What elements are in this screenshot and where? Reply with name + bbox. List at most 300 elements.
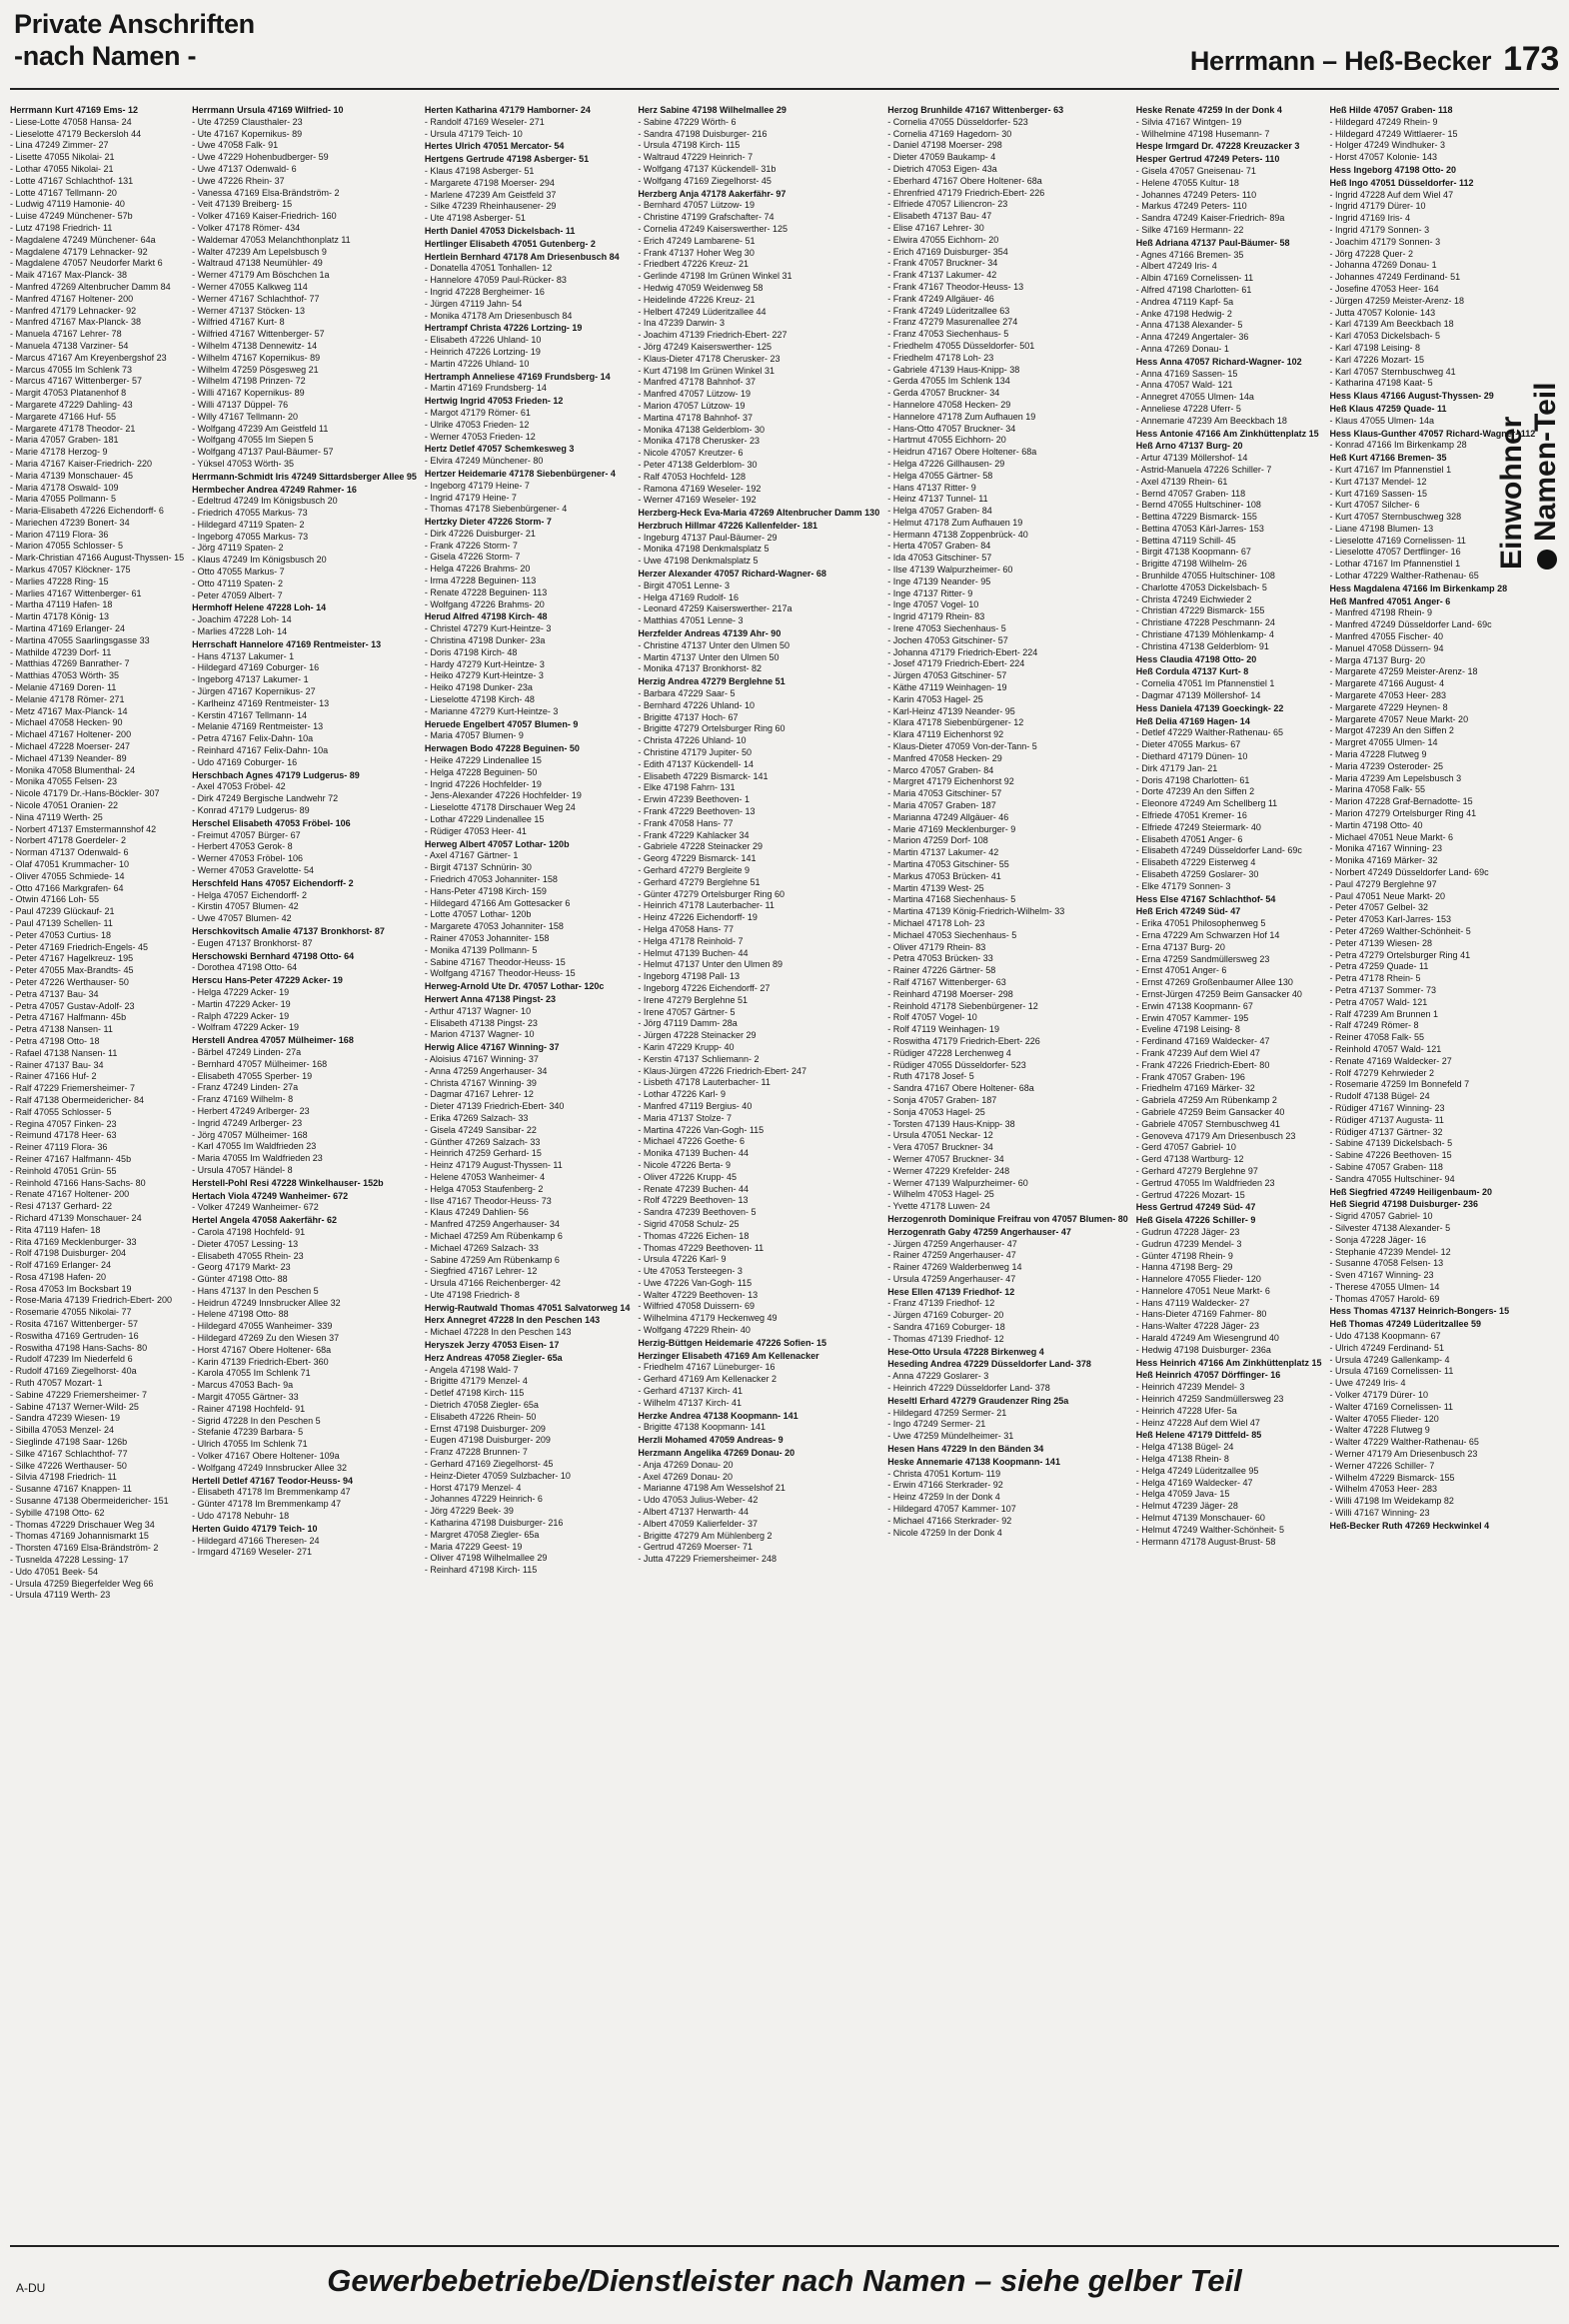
footer-notice: Gewerbebetriebe/Dienstleister nach Namen – siehe gelber Teil [327,2263,1242,2298]
directory-entry: - Petra 47138 Nansen- 11 [10,1024,113,1035]
directory-entry: - Bernhard 47226 Uhland- 10 [638,699,755,710]
header-rule [10,88,1559,90]
directory-entry: - Monika 47058 Blumenthal- 24 [10,764,136,775]
directory-entry: - Anna 47249 Angertaler- 36 [1135,332,1249,343]
directory-entry: - Dieter 47057 Lessing- 13 [192,1238,299,1249]
directory-entry: - Erich 47249 Lambarene- 51 [638,235,756,246]
directory-entry: - Konrad 47179 Ludgerus- 89 [192,805,310,816]
directory-entry: - Gisela 47226 Storm- 7 [424,552,521,563]
directory-entry: - Gerda 47057 Bruckner- 34 [887,388,1000,399]
directory-entry: - Mark-Christian 47166 August-Thyssen- 15 [10,553,185,564]
page-header [14,8,1559,80]
directory-entry: - Hans 47137 In den Peschen 5 [192,1285,319,1296]
directory-entry: - Bernd 47057 Graben- 118 [1135,488,1246,499]
directory-entry: - Konrad 47166 Im Birkenkamp 28 [1329,440,1467,451]
directory-entry: - Helga 47057 Graben- 84 [887,506,992,517]
directory-entry: - Willi 47167 Winning- 23 [1329,1508,1430,1519]
directory-entry: - Axel 47269 Donau- 20 [638,1471,733,1482]
directory-entry: - Reiner 47119 Flora- 36 [10,1142,108,1153]
directory-entry: Heß Klaus 47259 Quade- 11 [1329,403,1447,414]
directory-entry: - Klaus-Dieter 47059 Von-der-Tann- 5 [887,741,1037,752]
directory-entry: - Maria 47239 Am Lepelsbusch 3 [1329,772,1462,783]
directory-entry: - Albin 47169 Cornelissen- 11 [1135,273,1254,284]
directory-entry: - Gabriela 47259 Am Rübenkamp 2 [1135,1095,1277,1106]
directory-entry: - Gabriele 47057 Sternbuschweg 41 [1135,1118,1280,1129]
directory-entry: - Hannelore 47059 Paul-Rücker- 83 [424,275,567,286]
directory-entry: - Werner 47053 Gravelotte- 54 [192,865,314,875]
directory-entry: - Margret 47058 Ziegler- 65a [424,1529,540,1540]
directory-entry: - Silvia 47167 Wintgen- 19 [1135,116,1242,127]
directory-entry: - Walter 47229 Walther-Rathenau- 65 [1329,1437,1479,1448]
directory-entry: - Martin 47226 Uhland- 10 [424,358,530,369]
directory-entry: - Klaus-Jürgen 47226 Friedrich-Ebert- 247 [638,1065,807,1076]
directory-entry: - Petra 47178 Rhein- 5 [1329,973,1421,984]
directory-entry: - Anna 47169 Sassen- 15 [1135,368,1238,379]
directory-entry: Heß Manfred 47051 Anger- 6 [1329,595,1451,606]
directory-entry: - Genoveva 47179 Am Driesenbusch 23 [1135,1130,1296,1141]
directory-entry: Herweg Albert 47057 Lothar- 120b [424,838,570,849]
directory-entry: - Sabine 47229 Friemersheimer- 7 [10,1389,148,1400]
directory-entry: - Katharina 47198 Kaat- 5 [1329,378,1433,389]
directory-entry: - Franz 47228 Brunnen- 7 [424,1447,528,1458]
directory-entry: - Cornelia 47055 Düsseldorfer- 523 [887,116,1028,127]
directory-entry: - Hildegard 47249 Rhein- 9 [1329,116,1438,127]
directory-entry: - Maria 47228 Flutweg 9 [1329,749,1427,760]
directory-entry: Hertzky Dieter 47226 Storm- 7 [424,517,552,528]
directory-entry: - Christina 47138 Gelderblom- 91 [1135,640,1269,651]
directory-entry: - Ute 47198 Friedrich- 8 [424,1289,520,1300]
directory-entry: - Rainer 47166 Huf- 2 [10,1071,97,1082]
directory-entry: - Klara 47119 Eichenhorst 92 [887,729,1004,740]
side-tab-line2: Namen-Teil [1529,382,1562,542]
directory-entry: - Karola 47055 Im Schlenk 71 [192,1368,311,1379]
directory-entry: - Volker 47179 Dürer- 10 [1329,1390,1429,1401]
directory-entry: - Peter 47226 Werthauser- 50 [10,976,129,987]
directory-entry: - Ursula 47249 Gallenkamp- 4 [1329,1354,1450,1365]
directory-entry: - Thorsten 47169 Elsa-Brändström- 2 [10,1543,159,1554]
directory-entry: - Thomas 47226 Eichen- 18 [638,1230,750,1241]
directory-entry: - Sandra 47198 Duisburger- 216 [638,128,768,139]
directory-entry: - Holger 47249 Windhuker- 3 [1329,140,1446,151]
directory-entry: Hertell Detlef 47167 Teodor-Heuss- 94 [192,1475,353,1486]
directory-entry: - Andrea 47119 Kapf- 5a [1135,296,1234,307]
directory-entry: - Marianne 47279 Kurt-Heintze- 3 [424,705,559,716]
directory-entry: - Silke 47167 Schlachthof- 77 [10,1448,128,1459]
directory-entry: - Marie 47169 Mecklenburger- 9 [887,823,1016,834]
directory-entry: - Ralph 47229 Acker- 19 [192,1010,290,1021]
directory-entry: - Peter 47139 Wiesen- 28 [1329,937,1433,948]
directory-entry: - Albert 47059 Kalierfelder- 37 [638,1518,758,1529]
directory-entry: - Herbert 47053 Gerok- 8 [192,841,293,852]
directory-entry: - Christa 47167 Winning- 39 [424,1077,537,1088]
directory-entry: - Franz 47249 Linden- 27a [192,1082,299,1093]
directory-entry: - Marlies 47167 Wittenberger- 61 [10,587,142,598]
directory-entry: - Wolfgang 47167 Theodor-Heuss- 15 [424,968,576,979]
directory-entry: - Marco 47057 Graben- 84 [887,764,994,775]
directory-entry: Herzbruch Hillmar 47226 Kallenfelder- 181 [638,520,817,531]
directory-entry: - Helga 47228 Beguinen- 50 [424,766,538,777]
directory-entry: - Manfred 47055 Fischer- 40 [1329,631,1444,642]
directory-entry: - Ingo 47249 Sermer- 21 [887,1419,986,1430]
directory-entry: - Rudolf 47239 Im Niederfeld 6 [10,1354,133,1365]
directory-entry: Hertzer Heidemarie 47178 Siebenbürgener- 4 [424,468,616,479]
directory-entry: - Margarete 47053 Heer- 283 [1329,690,1447,701]
directory-entry: - Ingrid 47169 Iris- 4 [1329,213,1411,224]
directory-entry: - Maria 47229 Geest- 19 [424,1541,523,1552]
directory-entry: - Uwe 47259 Mündelheimer- 31 [887,1431,1014,1442]
directory-entry: - Anna 47269 Donau- 1 [1135,343,1229,354]
directory-entry: - Monika 47178 Am Driesenbusch 84 [424,310,573,321]
directory-entry: - Marion 47259 Dorf- 108 [887,835,988,846]
directory-entry: - Werner 47139 Walpurzheimer- 60 [887,1177,1028,1188]
directory-entry: - Ingrid 47249 Arlberger- 23 [192,1117,303,1128]
directory-entry: - Frank 47167 Theodor-Heuss- 13 [887,281,1024,292]
directory-entry: - Peter 47055 Max-Brandts- 45 [10,965,134,976]
directory-entry: - Albert 47249 Iris- 4 [1135,261,1217,272]
directory-entry: - Rainer 47053 Johanniter- 158 [424,932,550,943]
directory-entry: Hess Magdalena 47166 Im Birkenkamp 28 [1329,582,1508,593]
directory-entry: Heß Delia 47169 Hagen- 14 [1135,715,1250,726]
directory-entry: - Oliver 47198 Wilhelmallee 29 [424,1553,548,1564]
directory-entry: - Thomas 47178 Siebenbürgener- 4 [424,504,568,515]
directory-entry: - Ralf 47055 Schlosser- 5 [10,1106,112,1117]
directory-entry: - Elisabeth 47137 Bau- 47 [887,211,992,222]
directory-entry: - Ralf 47053 Hochfeld- 128 [638,471,746,482]
directory-entry: - Manfred 47178 Bahnhof- 37 [638,377,757,388]
directory-entry: - Ingeburg 47137 Paul-Bäumer- 29 [638,532,778,543]
directory-entry: - Albert 47137 Herwarth- 44 [638,1507,749,1518]
directory-entry: - Willi 47198 Im Weidekamp 82 [1329,1496,1454,1507]
directory-entry: - Otto 47119 Spaten- 2 [192,578,283,588]
directory-entry: - Liane 47198 Blumen- 13 [1329,523,1434,534]
directory-entry: Heß Siegrid 47198 Duisburger- 236 [1329,1199,1479,1210]
directory-entry: - Lina 47249 Zimmer- 27 [10,140,109,151]
directory-entry: - Hannelore 47055 Flieder- 120 [1135,1274,1261,1285]
directory-entry: - Peter 47053 Karl-Jarres- 153 [1329,914,1452,925]
directory-entry: - Rose-Maria 47139 Friedrich-Ebert- 200 [10,1295,173,1306]
directory-entry: Heß Gisela 47226 Schiller- 9 [1135,1215,1256,1226]
directory-entry: - Erika 47051 Philosophenweg 5 [1135,918,1266,929]
directory-entry: - Martina 47178 Bahnhof- 37 [638,412,753,423]
directory-entry: Herstell Andrea 47057 Mülheimer- 168 [192,1035,354,1046]
directory-entry: - Uwe 47229 Hohenbudberger- 59 [192,152,329,163]
directory-entry: - Irmgard 47169 Weseler- 271 [192,1547,312,1558]
directory-entry: - Gudrun 47228 Jäger- 23 [1135,1226,1240,1237]
directory-entry: - Elise 47167 Lehrer- 30 [887,222,984,233]
directory-entry: - Kerstin 47137 Schliemann- 2 [638,1053,760,1064]
directory-entry: Hertrampf Christa 47226 Lortzing- 19 [424,323,583,334]
directory-entry: - Helga 47058 Hans- 77 [638,923,734,934]
directory-entry: - Peter 47057 Gelbel- 32 [1329,902,1429,913]
directory-entry: - Christina 47198 Dunker- 23a [424,635,546,646]
directory-entry: - Silke 47226 Werthauser- 50 [10,1460,127,1471]
directory-entry: - Ute 47167 Kopernikus- 89 [192,128,303,139]
directory-entry: - Petra 47279 Ortelsburger Ring 41 [1329,949,1471,960]
directory-entry: Hess Claudia 47198 Otto- 20 [1135,653,1257,664]
directory-entry: - Peter 47167 Hagelkreuz- 195 [10,953,134,964]
directory-entry: Herzberg Anja 47178 Aakerfähr- 97 [638,188,786,199]
directory-entry: - Dorothea 47198 Otto- 64 [192,962,298,973]
directory-entry: - Martina 47055 Saarlingsgasse 33 [10,634,150,645]
directory-entry: Heß Adriana 47137 Paul-Bäumer- 58 [1135,237,1290,248]
directory-entry: Heß Kurt 47166 Bremen- 35 [1329,453,1447,464]
directory-entry: - Manfred 47119 Bergius- 40 [638,1100,753,1111]
directory-entry: - Tusnelda 47228 Lessing- 17 [10,1555,129,1566]
directory-entry: - Frank 47226 Friedrich-Ebert- 80 [1135,1059,1270,1070]
directory-entry: - Margret 47055 Ulmen- 14 [1329,737,1438,748]
directory-entry: - Otwin 47166 Loh- 55 [10,894,100,905]
directory-entry: - Margarete 47057 Neue Markt- 20 [1329,713,1469,724]
directory-entry: - Erna 47259 Sandmüllersweg 23 [1135,953,1270,964]
directory-entry: - Gertrud 47226 Mozart- 15 [1135,1189,1245,1200]
directory-entry: - Barbara 47229 Saar- 5 [638,688,736,699]
directory-entry: Herzig Andrea 47279 Berglehne 51 [638,676,785,687]
directory-entry: - Michael 47166 Sterkrader- 92 [887,1515,1012,1526]
directory-entry: - Inge 47137 Ritter- 9 [887,587,973,598]
directory-entry: - Veit 47139 Breiberg- 15 [192,199,293,210]
directory-entry: - Marion 47228 Graf-Bernadotte- 15 [1329,796,1473,807]
directory-entry: - Ulrich 47249 Ferdinand- 51 [1329,1342,1445,1353]
directory-entry: - Wilhelm 47138 Dennewitz- 14 [192,340,318,351]
directory-entry: Heruede Engelbert 47057 Blumen- 9 [424,718,579,729]
directory-entry: - Dieter 47059 Baukamp- 4 [887,152,996,163]
directory-entry: - Anna 47057 Wald- 121 [1135,380,1233,391]
directory-entry: - Monika 47169 Märker- 32 [1329,855,1438,866]
directory-entry: - Ludwig 47119 Hamonie- 40 [10,199,125,210]
directory-entry: - Gerd 47057 Gabriel- 10 [1135,1142,1236,1153]
directory-entry: - Ernst-Jürgen 47259 Beim Gansacker 40 [1135,988,1302,999]
directory-entry: - Maik 47167 Max-Planck- 38 [10,270,128,281]
directory-entry: - Helga 47249 Lüderitzallee 95 [1135,1465,1259,1476]
directory-entry: Hesen Hans 47229 In den Bänden 34 [887,1444,1044,1455]
directory-entry: - Udo 47178 Nebuhr- 18 [192,1511,290,1522]
directory-entry: - Hermann 47138 Zoppenbrück- 40 [887,529,1028,540]
directory-entry: - Hildegard 47269 Zu den Wiesen 37 [192,1333,340,1344]
directory-entry: - Sabine 47139 Dickelsbach- 5 [1329,1138,1453,1149]
directory-entry: - Johannes 47249 Peters- 110 [1135,189,1257,200]
directory-entry: - Yüksel 47053 Wörth- 35 [192,458,294,469]
directory-entry: Hertach Viola 47249 Wanheimer- 672 [192,1190,349,1201]
directory-entry: - Paul 47279 Berglehne 97 [1329,878,1437,889]
directory-entry: - Sigrid 47058 Schulz- 25 [638,1218,740,1229]
bullet-dot-icon [1537,550,1557,570]
directory-entry: - Martina 47139 König-Friedrich-Wilhelm- 33 [887,906,1065,917]
directory-entry: - Nicole 47259 In der Donk 4 [887,1527,1002,1538]
directory-entry: - Doris 47198 Kirch- 48 [424,646,518,657]
directory-entry: Heß Cordula 47137 Kurt- 8 [1135,666,1249,677]
directory-entry: - Freimut 47057 Bürger- 67 [192,829,301,840]
directory-entry: - Bernhard 47057 Lützow- 19 [638,200,755,211]
directory-entry: Hertramph Anneliese 47169 Frundsberg- 14 [424,371,611,382]
directory-entry: - Karin 47139 Friedrich-Ebert- 360 [192,1356,329,1367]
directory-entry: - Elfriede 47051 Kremer- 16 [1135,810,1247,821]
directory-entry: - Ingrid 47228 Bergheimer- 16 [424,286,545,297]
directory-entry: - Thomas 47169 Johannismarkt 15 [10,1531,149,1542]
directory-entry: - Karin 47053 Hagel- 25 [887,693,983,704]
directory-entry: - Erwin 47138 Koopmann- 67 [1135,1000,1253,1011]
directory-entry: Hess Else 47167 Schlachthof- 54 [1135,893,1276,904]
directory-entry: Hese-Otto Ursula 47228 Birkenweg 4 [887,1346,1044,1357]
directory-entry: - Uwe 47137 Odenwald- 6 [192,163,297,174]
directory-entry: - Jörg 47119 Spaten- 2 [192,543,284,554]
directory-entry: - Helene 47055 Kultur- 18 [1135,177,1239,188]
directory-entry: - Irene 47053 Siechenhaus- 5 [887,623,1006,634]
directory-entry: - Melanie 47169 Rentmeister- 13 [192,721,324,732]
directory-entry: - Silvia 47198 Friedrich- 11 [10,1472,117,1483]
directory-entry: - Josefine 47053 Heer- 164 [1329,283,1439,294]
directory-entry: Herzer Alexander 47057 Richard-Wagner- 68 [638,569,826,580]
directory-entry: - Heinrich 47228 Ufer- 5a [1135,1405,1237,1416]
directory-entry: - Werner 47057 Bruckner- 34 [887,1153,1004,1164]
directory-entry: - Lotte 47057 Lothar- 120b [424,909,532,920]
directory-entry: - Rita 47119 Hafen- 18 [10,1224,101,1235]
directory-entry: - Melanie 47178 Römer- 271 [10,693,125,704]
directory-entry: - Joachim 47228 Loh- 14 [192,614,292,625]
directory-entry: - Maria 47137 Stolze- 7 [638,1112,732,1123]
directory-entry: - Wolfgang 47055 Im Siepen 5 [192,435,314,446]
directory-entry: - Heinz 47228 Auf dem Wiel 47 [1135,1417,1260,1428]
section-title-line2: -nach Namen - [14,41,197,71]
directory-entry: - Ralf 47167 Wittenberger- 63 [887,976,1006,987]
directory-entry: - Edith 47137 Kückendell- 14 [638,758,754,769]
directory-entry: - Wolfgang 47137 Paul-Bäumer- 57 [192,447,334,458]
directory-entry: - Gertrud 47055 Im Waldfrieden 23 [1135,1177,1275,1188]
running-head [1190,40,1559,79]
directory-entry: - Frank 47057 Graben- 196 [1135,1071,1245,1082]
directory-entry: - Horst 47179 Menzel- 4 [424,1482,522,1493]
directory-entry: Hess Antonie 47166 Am Zinkhüttenplatz 15 [1135,428,1319,439]
directory-entry: - Hildegard 47119 Spaten- 2 [192,519,305,530]
directory-entry: Herstell-Pohl Resi 47228 Winkelhauser- 152b [192,1177,384,1188]
directory-entry: - Helga 47059 Java- 15 [1135,1489,1230,1500]
directory-entry: - Hans 47119 Waldecker- 27 [1135,1297,1250,1308]
directory-entry: - Wilhelm 47229 Bismarck- 155 [1329,1472,1455,1483]
directory-entry: - Helga 47169 Waldecker- 47 [1135,1477,1253,1488]
directory-entry: - Birgit 47137 Schnürin- 30 [424,862,532,873]
directory-entry: - Eleonore 47249 Am Schellberg 11 [1135,798,1278,809]
directory-entry: Herschel Elisabeth 47053 Fröbel- 106 [192,817,351,828]
directory-entry: - Werner 47053 Frieden- 12 [424,431,536,442]
directory-entry: - Sandra 47169 Coburger- 18 [887,1322,1005,1333]
directory-entry: - Ursula 47226 Karl- 9 [638,1254,727,1265]
directory-entry: - Friedhelm 47169 Märker- 32 [1135,1083,1255,1094]
directory-entry: - Maria 47178 Oswald- 109 [10,482,119,493]
directory-entry: - Marlies 47228 Loh- 14 [192,626,288,637]
directory-entry: - Metz 47167 Max-Planck- 14 [10,705,128,716]
directory-entry: - Franz 47169 Wilhelm- 8 [192,1094,294,1105]
directory-entry: - Rolf 47119 Weinhagen- 19 [887,1024,999,1035]
directory-entry: - Dagmar 47167 Lehrer- 12 [424,1089,534,1100]
directory-entry: - Artur 47139 Möllershof- 14 [1135,453,1248,464]
directory-entry: - Gerhard 47279 Berglehne 51 [638,876,761,887]
directory-entry: - Elisabeth 47259 Goslarer- 30 [1135,869,1259,879]
directory-entry: - Rosemarie 47259 Im Bonnefeld 7 [1329,1079,1470,1090]
directory-entry: - Eugen 47137 Bronkhorst- 87 [192,937,313,948]
directory-entry: - Wilhelm 47053 Heer- 283 [1329,1484,1438,1495]
directory-entry: - Ralf 47138 Obermeidericher- 84 [10,1094,145,1105]
directory-entry: - Sandra 47055 Hultschiner- 94 [1329,1173,1455,1184]
directory-entry: - Wilhelm 47198 Prinzen- 72 [192,376,306,387]
directory-entry: - Waltraud 47138 Neumühler- 49 [192,258,323,269]
directory-entry: Heß Heinrich 47057 Dörffinger- 16 [1135,1370,1281,1381]
directory-entry: - Elisabeth 47178 Im Bremmenkamp 47 [192,1487,351,1498]
directory-entry: - Frank 47137 Lakumer- 42 [887,270,997,281]
directory-entry: - Kurt 47057 Silcher- 6 [1329,500,1420,511]
directory-entry: - Ingeborg 47137 Lakumer- 1 [192,674,309,685]
directory-entry: - Birgit 47051 Lenne- 3 [638,580,730,590]
directory-entry: - Petra 47057 Gustav-Adolf- 23 [10,1000,135,1011]
directory-entry: - Jürgen 47259 Meister-Arenz- 18 [1329,295,1465,306]
directory-entry: - Margret 47179 Eichenhorst 92 [887,776,1014,787]
directory-entry: - Marcus 47167 Wittenberger- 57 [10,376,143,387]
directory-entry: - Vanessa 47169 Elsa-Brändström- 2 [192,187,340,198]
directory-entry: - Hartmut 47055 Eichhorn- 20 [887,435,1006,446]
listing-column [10,104,184,2238]
directory-entry: - Heiko 47279 Kurt-Heintze- 3 [424,670,544,681]
directory-entry: - Martina 47053 Gitschiner- 55 [887,859,1009,869]
directory-entry: - Reinhold 47178 Siebenbürgener- 12 [887,1000,1038,1011]
directory-entry: - Wolfgang 47226 Brahms- 20 [424,598,545,609]
directory-entry: - Heidelinde 47226 Kreuz- 21 [638,294,756,305]
directory-entry: - Elisabeth 47055 Rhein- 23 [192,1250,304,1261]
directory-entry: - Helene 47198 Otto- 88 [192,1309,289,1320]
directory-entry: - Ursula 47259 Biegerfelder Weg 66 [10,1578,154,1589]
directory-entry: - Ralf 47249 Römer- 8 [1329,1020,1419,1031]
directory-entry: - Monika 47198 Denkmalsplatz 5 [638,544,770,555]
directory-entry: - Peter 47059 Albert- 7 [192,589,283,600]
directory-entry: - Hedwig 47198 Duisburger- 236a [1135,1344,1271,1355]
directory-entry: - Monika 47178 Cherusker- 23 [638,436,760,447]
directory-entry: - Dieter 47055 Markus- 67 [1135,739,1241,750]
directory-entry: Herzinger Elisabeth 47169 Am Kellenacker [638,1350,819,1361]
directory-entry: - Maria 47053 Gitschiner- 57 [887,788,1002,799]
directory-entry: - Anneliese 47228 Uferr- 5 [1135,403,1241,414]
directory-entry: - Helga 47226 Gillhausen- 29 [887,458,1005,469]
directory-entry: - Ursula 47057 Händel- 8 [192,1164,293,1175]
directory-entry: - Manfred 47058 Hecken- 29 [887,752,1002,763]
directory-entry: - Susanne 47058 Felsen- 13 [1329,1258,1444,1269]
directory-entry: - Bettina 47053 Kärl-Jarres- 153 [1135,523,1264,534]
directory-entry: - Wilhelmina 47179 Heckenweg 49 [638,1313,778,1324]
directory-entry: - Birgit 47138 Koopmann- 67 [1135,547,1251,558]
directory-entry: - Cornelia 47169 Hagedorn- 30 [887,128,1012,139]
directory-entry: - Marcus 47053 Bach- 9a [192,1380,294,1391]
directory-entry: - Margarete 47053 Johanniter- 158 [424,921,564,932]
directory-entry: - Elvira 47249 Münchener- 80 [424,456,544,467]
directory-entry: Herscu Hans-Peter 47229 Acker- 19 [192,975,343,986]
directory-entry: - Brigitte 47279 Ortelsburger Ring 60 [638,723,785,734]
directory-entry: Hess Klaus 47166 August-Thyssen- 29 [1329,391,1494,402]
directory-entry: Herzke Andrea 47138 Koopmann- 141 [638,1410,798,1421]
directory-entry: - Rolf 47198 Duisburger- 204 [10,1248,127,1259]
directory-entry: - Detlef 47198 Kirch- 115 [424,1388,525,1399]
directory-entry: - Helga 47138 Rhein- 8 [1135,1454,1229,1465]
directory-entry: - Axel 47053 Fröbel- 42 [192,781,286,792]
listing-column [887,104,1128,2238]
directory-entry: - Gabriele 47139 Haus-Knipp- 38 [887,364,1020,375]
directory-entry: - Paul 47239 Glückauf- 21 [10,906,115,917]
directory-entry: - Matthias 47051 Lenne- 3 [638,615,744,626]
directory-entry: - Ursula 47166 Reichenberger- 42 [424,1278,561,1289]
directory-entry: - Margarete 47166 Huf- 55 [10,411,117,422]
directory-entry: - Norman 47137 Odenwald- 6 [10,847,129,858]
directory-entry: - Michael 47269 Salzach- 33 [424,1242,539,1253]
directory-entry: - Wilhelm 47259 Pösgesweg 21 [192,364,319,375]
directory-entry: Hertwig Ingrid 47053 Frieden- 12 [424,396,564,407]
directory-entry: Herx Annegret 47228 In den Peschen 143 [424,1315,601,1326]
directory-entry: - Carola 47198 Hochfeld- 91 [192,1226,306,1237]
directory-entry: - Dirk 47249 Bergische Landwehr 72 [192,793,339,804]
